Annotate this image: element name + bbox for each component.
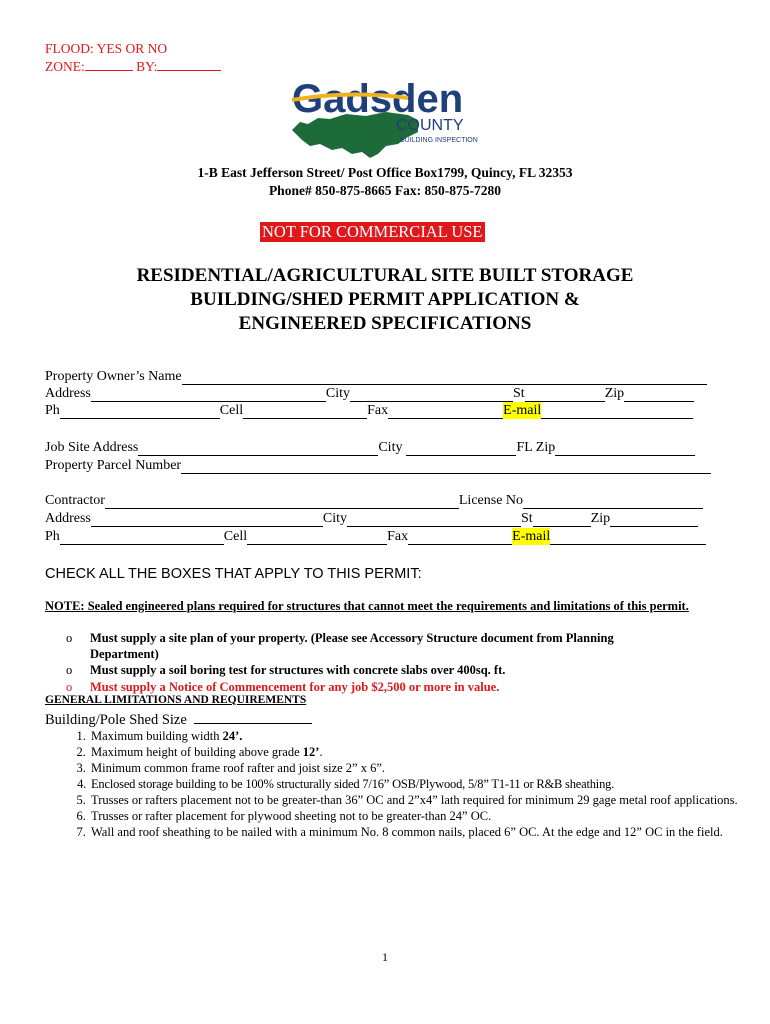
parcel-row: Property Parcel Number: [45, 457, 711, 474]
owner-st-field[interactable]: [525, 388, 605, 402]
list-item: 5. Trusses or rafters placement not to be greater-than 36” OC and 2”x4” lath required for minimum 29 gage metal roof applications.: [89, 792, 769, 808]
contractor-ph-field[interactable]: [60, 531, 224, 545]
shed-size-row: Building/Pole Shed Size: [45, 710, 312, 729]
gadsden-county-logo: [288, 72, 488, 162]
owner-ph-field[interactable]: [60, 405, 220, 419]
owner-name-field[interactable]: [182, 371, 707, 385]
list-item: 2. Maximum height of building above grade 12’.: [89, 744, 769, 760]
contractor-city-field[interactable]: [347, 513, 521, 527]
owner-phone-row: Ph Cell Fax E-mail: [45, 402, 693, 419]
contractor-cell-field[interactable]: [247, 531, 387, 545]
requirement-item: o Must supply a site plan of your property. (Please see Accessory Structure document from Planning: [66, 631, 614, 645]
owner-name-row: Property Owner’s Name: [45, 368, 707, 385]
logo-county: COUNTY: [396, 117, 464, 134]
flood-zone-note: [45, 40, 221, 75]
sealed-plans-note: NOTE: Sealed engineered plans required for structures that cannot meet the requirements and limitations of this permit.: [45, 599, 689, 613]
limitations-list: [45, 728, 769, 840]
list-item: 6. Trusses or rafter placement for plywood sheeting not to be greater-than 24” OC.: [89, 808, 769, 824]
contractor-name-field[interactable]: [105, 495, 459, 509]
contractor-phone-row: Ph Cell Fax E-mail: [45, 528, 706, 545]
list-item: 3. Minimum common frame roof rafter and joist size 2” x 6”.: [89, 760, 769, 776]
owner-email-field[interactable]: [541, 405, 693, 419]
owner-fax-field[interactable]: [388, 405, 503, 419]
office-address: 1-B East Jefferson Street/ Post Office Box1799, Quincy, FL 32353: [197, 165, 573, 180]
contractor-email-field[interactable]: [550, 531, 706, 545]
owner-address-row: Address City St Zip: [45, 385, 694, 402]
general-limitations-heading: GENERAL LIMITATIONS AND REQUIREMENTS: [45, 694, 307, 706]
by-blank[interactable]: [157, 57, 221, 71]
contractor-address-row: Address City St Zip: [45, 510, 698, 527]
requirement-item-continued: Department): [90, 647, 159, 661]
page-title: RESIDENTIAL/AGRICULTURAL SITE BUILT STORAGE BUILDING/SHED PERMIT APPLICATION & ENGINEERED SPECIFICATIONS: [136, 265, 634, 334]
owner-city-field[interactable]: [350, 388, 513, 402]
logo-subtitle: BUILDING INSPECTION: [400, 137, 478, 144]
logo-name: Gadsden: [292, 77, 464, 121]
owner-zip-field[interactable]: [624, 388, 694, 402]
contractor-st-field[interactable]: [533, 513, 591, 527]
contractor-fax-field[interactable]: [408, 531, 512, 545]
zone-blank[interactable]: [85, 57, 133, 71]
owner-cell-field[interactable]: [243, 405, 367, 419]
job-city-field[interactable]: [406, 442, 516, 456]
owner-address-field[interactable]: [91, 388, 326, 402]
flood-line: FLOOD: YES OR NO: [45, 41, 168, 56]
job-address-row: Job Site Address City FL Zip: [45, 439, 695, 456]
shed-size-field[interactable]: [194, 710, 312, 724]
contractor-zip-field[interactable]: [610, 513, 698, 527]
license-no-field[interactable]: [523, 495, 703, 509]
list-item: 4. Enclosed storage building to be 100% structurally sided 7/16” OSB/Plywood, 5/8” T1-11 or R&B sheathing.: [89, 776, 769, 792]
requirement-item-notice: o Must supply a Notice of Commencement for any job $2,500 or more in value.: [66, 680, 500, 694]
office-phone: Phone# 850-875-8665 Fax: 850-875-7280: [268, 183, 502, 198]
contractor-row: Contractor License No: [45, 492, 703, 509]
parcel-number-field[interactable]: [181, 460, 711, 474]
page-number: 1: [382, 950, 388, 964]
not-for-commercial-banner: NOT FOR COMMERCIAL USE: [262, 222, 483, 241]
list-item: 7. Wall and roof sheathing to be nailed with a minimum No. 8 common nails, placed 6” OC. At the edge and 12” OC in the field.: [89, 824, 769, 840]
job-address-field[interactable]: [138, 442, 378, 456]
job-zip-field[interactable]: [555, 442, 695, 456]
requirement-item: o Must supply a soil boring test for structures with concrete slabs over 400sq. ft.: [66, 663, 506, 677]
contractor-address-field[interactable]: [91, 513, 323, 527]
check-all-heading: CHECK ALL THE BOXES THAT APPLY TO THIS PERMIT:: [45, 566, 422, 582]
list-item: 1. Maximum building width 24’.: [89, 728, 769, 744]
zone-line: ZONE: BY:: [45, 57, 221, 75]
